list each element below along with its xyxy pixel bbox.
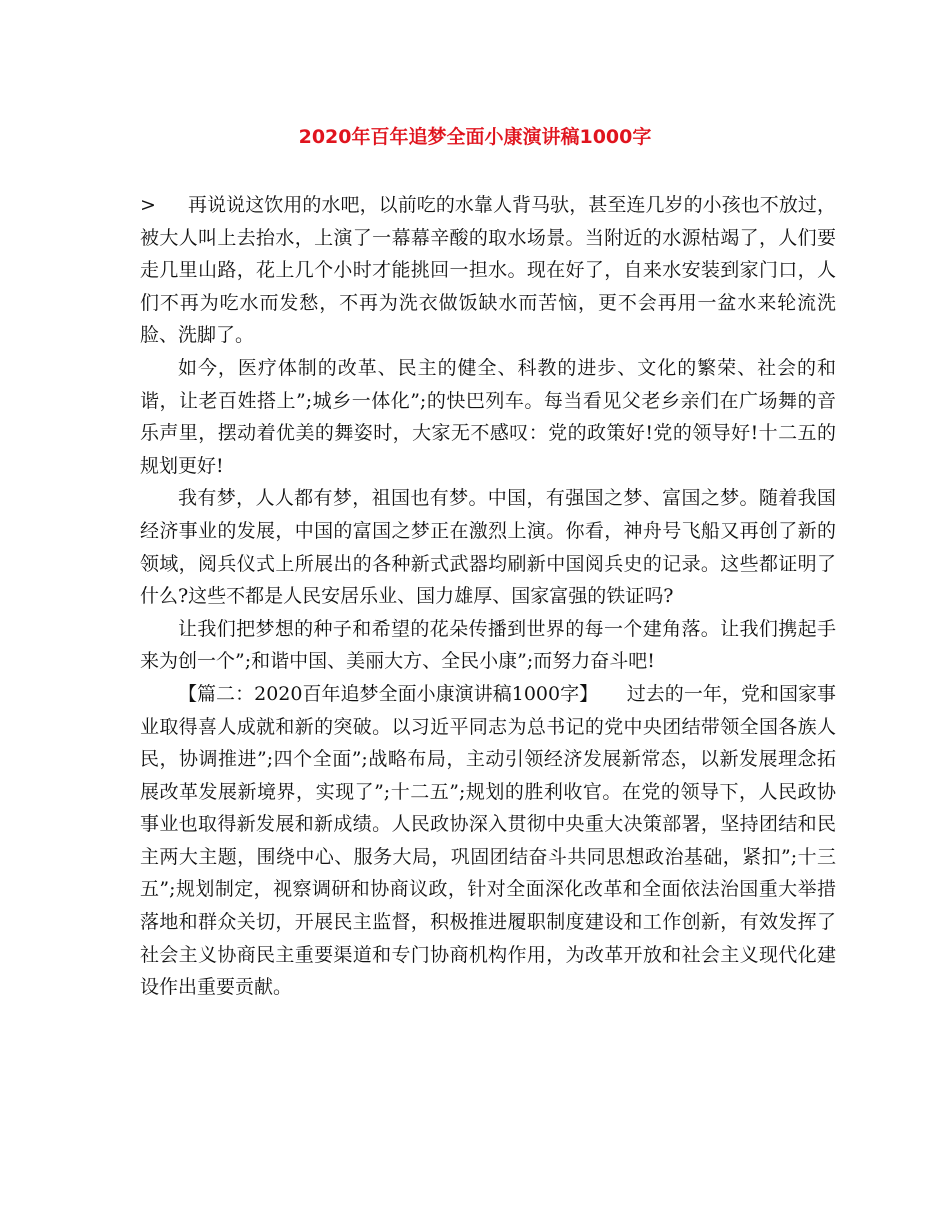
paragraph-3: 我有梦，人人都有梦，祖国也有梦。中国，有强国之梦、富国之梦。随着我国经济事业的发展，中国的富国之梦正在激烈上演。你看，神舟号飞船又再创了新的领域，阅兵仪式上所展出的各种新式武器均刷新中国阅兵史的记录。这些都证明了什么?这些不都是人民安居乐业、国力雄厚、国家富强的铁证吗? <box>140 487 836 608</box>
paragraph-1 <box>140 189 836 352</box>
bullet-arrow-icon: > <box>140 194 156 216</box>
paragraph-5: 【篇二：2020百年追梦全面小康演讲稿1000字】 过去的一年，党和国家事业取得喜人成就和新的突破。以习近平同志为总书记的党中央团结带领全国各族人民，协调推进”;四个全面”;战略布局，主动引领经济发展新常态，以新发展理念拓展改革发展新境界，实现了”;十二五”;规划的胜利收官。在党的领导下，人民政协事业也取得新发展和新成绩。人民政协深入贯彻中央重大决策部署，坚持团结和民主两大主题，围绕中心、服务大局，巩固团结奋斗共同思想政治基础，紧扣”;十三五”;规划制定，视察调研和协商议政，针对全面深化改革和全面依法治国重大举措落地和群众关切，开展民主监督，积极推进履职制度建设和工作创新，有效发挥了社会主义协商民主重要渠道和专门协商机构作用，为改革开放和社会主义现代化建设作出重要贡献。 <box>140 682 836 999</box>
paragraph-2: 如今，医疗体制的改革、民主的健全、科教的进步、文化的繁荣、社会的和谐，让老百姓搭上”;城乡一体化”;的快巴列车。每当看见父老乡亲们在广场舞的音乐声里，摆动着优美的舞姿时，大家无不感叹：党的政策好!党的领导好!十二五的规划更好! <box>140 356 836 477</box>
paragraph-1-text: 再说说这饮用的水吧，以前吃的水靠人背马驮，甚至连几岁的小孩也不放过，被大人叫上去抬水，上演了一幕幕辛酸的取水场景。当附近的水源枯竭了，人们要走几里山路，花上几个小时才能挑回一担水。现在好了，自来水安装到家门口，人们不再为吃水而发愁，不再为洗衣做饭缺水而苦恼，更不会再用一盆水来轮流洗脸、洗脚了。 <box>140 194 836 347</box>
paragraph-4: 让我们把梦想的种子和希望的花朵传播到世界的每一个建角落。让我们携起手来为创一个”;和谐中国、美丽大方、全民小康”;而努力奋斗吧! <box>140 617 836 673</box>
document-body <box>140 189 836 1004</box>
document-title: 2020年百年追梦全面小康演讲稿1000字 <box>298 126 652 148</box>
